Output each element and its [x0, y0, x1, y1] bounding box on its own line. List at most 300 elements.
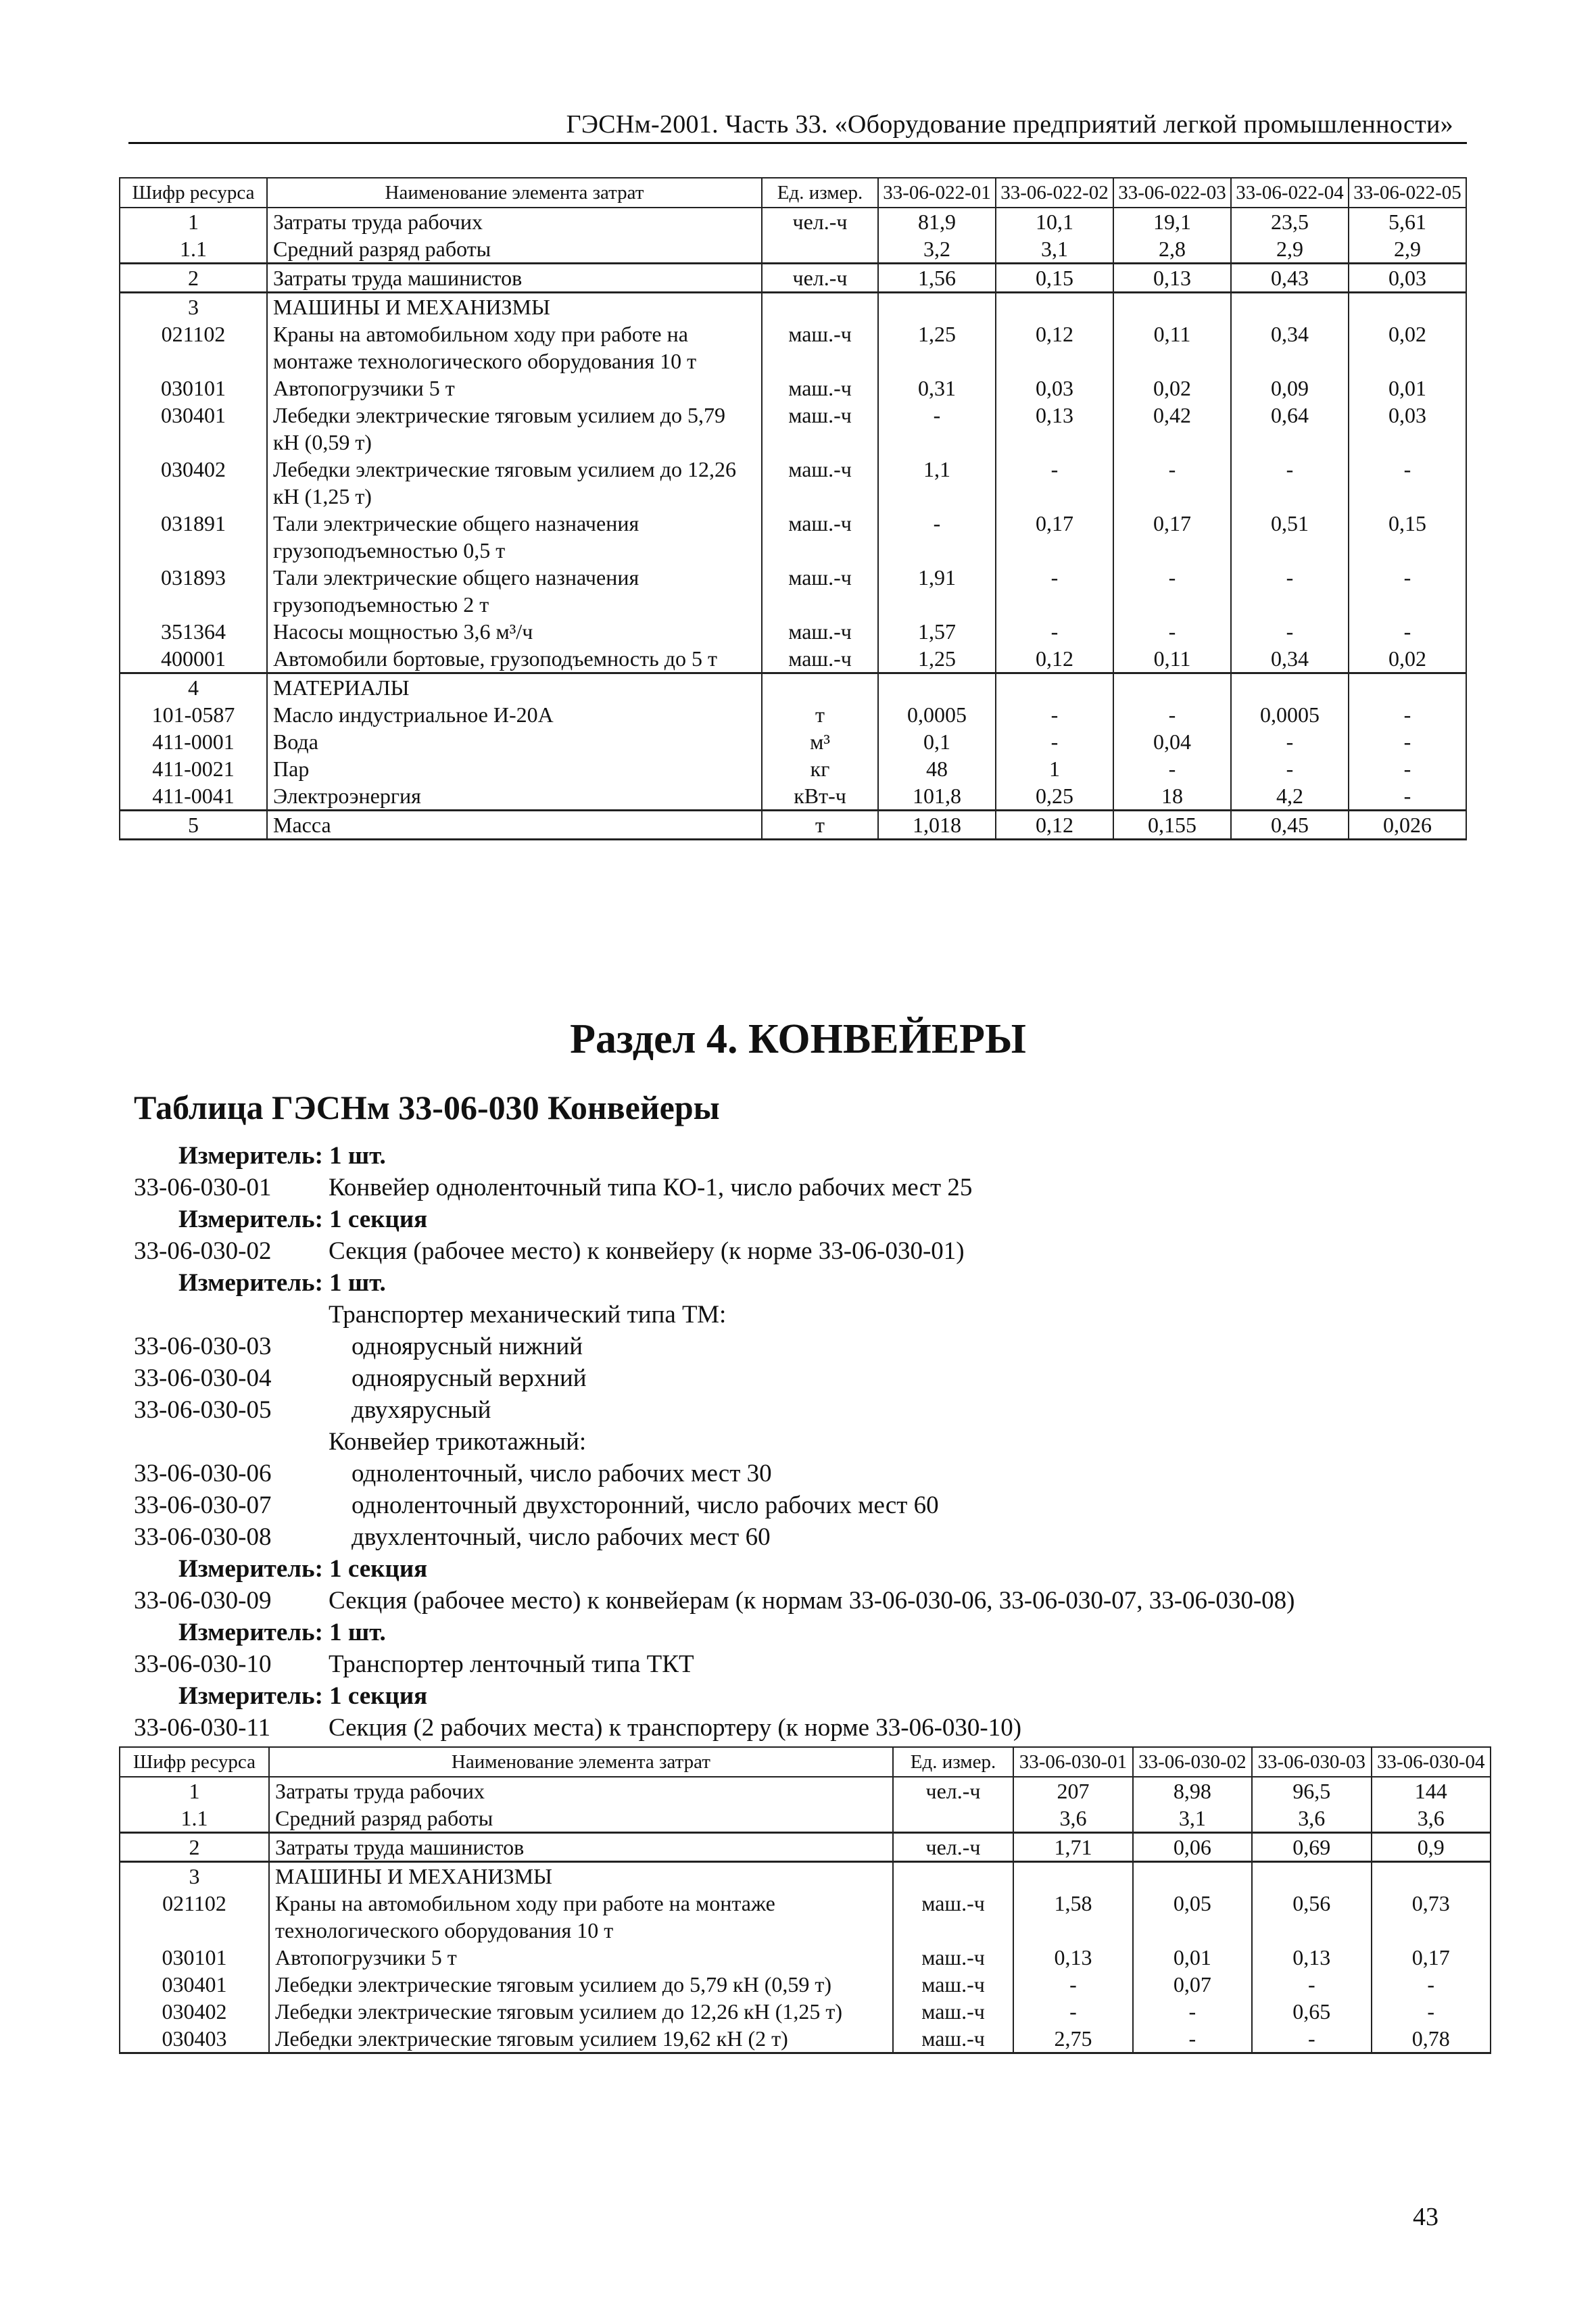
cost-element-name: Тали электрические общего назначения грузоподъемностью 2 т: [267, 564, 762, 618]
norm-value: 0,13: [1252, 1944, 1371, 1971]
norm-value: 0,73: [1372, 1890, 1491, 1944]
table-row: [120, 1862, 1491, 1890]
norm-value: 0,17: [996, 510, 1113, 564]
table-row: [120, 728, 1466, 755]
norm-value: 0,02: [1113, 375, 1231, 402]
norm-value: [1113, 673, 1231, 702]
norm-value: 0,17: [1113, 510, 1231, 564]
table-body: [120, 208, 1466, 840]
norm-value: 23,5: [1231, 208, 1349, 235]
norm-value: -: [1349, 728, 1466, 755]
resource-code: 030101: [120, 1944, 269, 1971]
unit-of-measure: маш.-ч: [762, 402, 878, 456]
norm-value: [1013, 1862, 1132, 1890]
norm-value: -: [996, 564, 1113, 618]
cost-element-name: Затраты труда рабочих: [269, 1777, 893, 1805]
norm-value: [1372, 1862, 1491, 1890]
unit-of-measure: маш.-ч: [762, 618, 878, 645]
group-heading: [134, 1299, 1486, 1331]
resource-code: 030402: [120, 1998, 269, 2025]
table-header-row: [120, 178, 1466, 208]
norm-value: 1,91: [878, 564, 996, 618]
norm-item: [134, 1458, 1486, 1489]
norm-value: 0,31: [878, 375, 996, 402]
norm-item: [134, 1172, 1486, 1203]
norm-value: 3,6: [1013, 1805, 1132, 1833]
norm-value: 0,09: [1231, 375, 1349, 402]
table-row: [120, 235, 1466, 264]
column-header: 33-06-022-03: [1113, 178, 1231, 208]
norm-value: 0,13: [1013, 1944, 1132, 1971]
column-header: Ед. измер.: [893, 1747, 1013, 1777]
norm-value: 0,69: [1252, 1833, 1371, 1862]
column-header: 33-06-030-02: [1133, 1747, 1252, 1777]
norm-value: 1,71: [1013, 1833, 1132, 1862]
norm-value: 48: [878, 755, 996, 782]
norm-code: 33-06-030-11: [134, 1714, 271, 1742]
table-row: [120, 293, 1466, 321]
norm-value: 4,2: [1231, 782, 1349, 811]
cost-element-name: Лебедки электрические тяговым усилием 19,62 кН (2 т): [269, 2025, 893, 2053]
norm-text: Секция (рабочее место) к конвейерам (к нормам 33-06-030-06, 33-06-030-07, 33-06-030-08): [329, 1587, 1295, 1615]
unit-of-measure: м³: [762, 728, 878, 755]
running-header: [128, 107, 1467, 144]
norm-value: -: [878, 510, 996, 564]
resource-code: 351364: [120, 618, 267, 645]
table-row: [120, 264, 1466, 293]
norm-value: 2,75: [1013, 2025, 1132, 2053]
norm-value: -: [1349, 782, 1466, 811]
norm-value: 8,98: [1133, 1777, 1252, 1805]
norm-value: -: [1252, 1971, 1371, 1998]
norm-value: 0,02: [1349, 320, 1466, 375]
unit-of-measure: маш.-ч: [762, 510, 878, 564]
norm-value: 19,1: [1113, 208, 1231, 235]
norm-value: 0,51: [1231, 510, 1349, 564]
resource-code: 400001: [120, 645, 267, 673]
norm-item: [134, 1235, 1486, 1267]
norm-value: 0,34: [1231, 645, 1349, 673]
norm-value: 0,65: [1252, 1998, 1371, 2025]
table-row: [120, 1998, 1491, 2025]
table-row: [120, 1805, 1491, 1833]
norm-value: 1,1: [878, 456, 996, 510]
table-row: [120, 1777, 1491, 1805]
column-header: 33-06-022-01: [878, 178, 996, 208]
table-title: Таблица ГЭСНм 33-06-030 Конвейеры: [134, 1089, 720, 1126]
norm-value: [1349, 673, 1466, 702]
section-title: Раздел 4. КОНВЕЙЕРЫ: [570, 1016, 1026, 1062]
norm-value: 0,12: [996, 811, 1113, 840]
resource-code: 2: [120, 1833, 269, 1862]
running-header-text: ГЭСНм-2001. Часть 33. «Оборудование предприятий легкой промышленности»: [566, 110, 1453, 139]
cost-element-name: Средний разряд работы: [267, 235, 762, 264]
norm-value: 0,34: [1231, 320, 1349, 375]
table-header-row: [120, 1747, 1491, 1777]
table-body: [120, 1777, 1491, 2053]
norm-value: [1231, 293, 1349, 321]
norm-value: -: [1372, 1971, 1491, 1998]
norm-value: 81,9: [878, 208, 996, 235]
norm-value: 0,42: [1113, 402, 1231, 456]
column-header: 33-06-030-01: [1013, 1747, 1132, 1777]
page-number: 43: [1413, 2203, 1438, 2231]
unit-of-measure: [893, 1862, 1013, 1890]
resource-code: 1.1: [120, 235, 267, 264]
norm-code: 33-06-030-09: [134, 1587, 272, 1615]
norm-text: Транспортер ленточный типа ТКТ: [329, 1650, 694, 1678]
norm-value: 1,018: [878, 811, 996, 840]
norm-value: 101,8: [878, 782, 996, 811]
column-header: Наименование элемента затрат: [269, 1747, 893, 1777]
unit-of-measure: чел.-ч: [893, 1833, 1013, 1862]
cost-element-name: Лебедки электрические тяговым усилием до 5,79 кН (0,59 т): [269, 1971, 893, 1998]
norm-code: 33-06-030-07: [134, 1491, 272, 1519]
norm-value: -: [1133, 2025, 1252, 2053]
norm-value: 0,0005: [878, 701, 996, 728]
unit-of-measure: маш.-ч: [762, 375, 878, 402]
resource-code: 5: [120, 811, 267, 840]
resource-code: 411-0001: [120, 728, 267, 755]
unit-of-measure: [762, 293, 878, 321]
cost-element-name: Краны на автомобильном ходу при работе на монтаже технологического оборудования 10 т: [267, 320, 762, 375]
norm-value: -: [996, 728, 1113, 755]
norm-text: двухленточный, число рабочих мест 60: [352, 1523, 771, 1551]
unit-of-measure: [893, 1805, 1013, 1833]
norm-value: [1113, 293, 1231, 321]
group-text: Конвейер трикотажный:: [329, 1428, 587, 1456]
cost-element-name: Масло индустриальное И-20А: [267, 701, 762, 728]
norm-value: 3,6: [1372, 1805, 1491, 1833]
unit-of-measure: т: [762, 701, 878, 728]
norm-text: одноленточный двухсторонний, число рабочих мест 60: [352, 1491, 939, 1519]
norm-text: Конвейер одноленточный типа КО-1, число рабочих мест 25: [329, 1174, 973, 1201]
cost-element-name: Насосы мощностью 3,6 м³/ч: [267, 618, 762, 645]
norm-value: -: [1113, 618, 1231, 645]
measure-label: Измеритель: 1 шт.: [178, 1142, 386, 1170]
norm-value: -: [1349, 456, 1466, 510]
norm-text: Секция (2 рабочих места) к транспортеру (к норме 33-06-030-10): [329, 1714, 1022, 1742]
unit-of-measure: маш.-ч: [762, 320, 878, 375]
table-row: [120, 402, 1466, 456]
norm-value: 0,12: [996, 645, 1113, 673]
resource-code: 3: [120, 293, 267, 321]
norm-item: [134, 1362, 1486, 1394]
unit-of-measure: маш.-ч: [893, 2025, 1013, 2053]
resource-code: 030401: [120, 402, 267, 456]
table-row: [120, 456, 1466, 510]
norm-value: -: [1349, 701, 1466, 728]
measure-label: Измеритель: 1 секция: [178, 1682, 428, 1710]
norm-value: -: [1113, 564, 1231, 618]
norm-text: одноленточный, число рабочих мест 30: [352, 1460, 772, 1487]
cost-element-name: МАШИНЫ И МЕХАНИЗМЫ: [269, 1862, 893, 1890]
table-row: [120, 510, 1466, 564]
cost-element-name: Затраты труда рабочих: [267, 208, 762, 235]
norm-value: [1231, 673, 1349, 702]
norm-code: 33-06-030-04: [134, 1364, 272, 1392]
column-header: 33-06-022-05: [1349, 178, 1466, 208]
norm-value: 0,07: [1133, 1971, 1252, 1998]
norm-value: 10,1: [996, 208, 1113, 235]
resource-code: 411-0021: [120, 755, 267, 782]
norm-value: 0,15: [1349, 510, 1466, 564]
resource-code: 030402: [120, 456, 267, 510]
norm-code: 33-06-030-02: [134, 1237, 272, 1265]
group-heading: [134, 1426, 1486, 1458]
table-row: [120, 673, 1466, 702]
table-row: [120, 618, 1466, 645]
norm-value: 3,2: [878, 235, 996, 264]
unit-of-measure: кВт-ч: [762, 782, 878, 811]
norm-value: [1133, 1862, 1252, 1890]
cost-element-name: Лебедки электрические тяговым усилием до 12,26 кН (1,25 т): [269, 1998, 893, 2025]
table-row: [120, 320, 1466, 375]
column-header: 33-06-030-04: [1372, 1747, 1491, 1777]
resource-code: 101-0587: [120, 701, 267, 728]
resource-code: 031891: [120, 510, 267, 564]
norm-value: [996, 673, 1113, 702]
norm-value: 2,9: [1349, 235, 1466, 264]
table-row: [120, 1833, 1491, 1862]
resource-table-022: [119, 177, 1467, 840]
cost-element-name: Затраты труда машинистов: [269, 1833, 893, 1862]
norm-value: -: [996, 701, 1113, 728]
norm-value: 1,25: [878, 320, 996, 375]
norm-code: 33-06-030-03: [134, 1333, 272, 1360]
norm-value: 0,04: [1113, 728, 1231, 755]
norm-value: [996, 293, 1113, 321]
resource-code: 030401: [120, 1971, 269, 1998]
cost-element-name: Средний разряд работы: [269, 1805, 893, 1833]
norm-value: 5,61: [1349, 208, 1466, 235]
norm-code: 33-06-030-10: [134, 1650, 272, 1678]
resource-code: 021102: [120, 1890, 269, 1944]
norm-value: 0,02: [1349, 645, 1466, 673]
resource-code: 2: [120, 264, 267, 293]
table-row: [120, 701, 1466, 728]
resource-code: 1: [120, 208, 267, 235]
cost-element-name: Лебедки электрические тяговым усилием до 5,79 кН (0,59 т): [267, 402, 762, 456]
cost-element-name: Автопогрузчики 5 т: [269, 1944, 893, 1971]
norm-text: Секция (рабочее место) к конвейеру (к норме 33-06-030-01): [329, 1237, 965, 1265]
norm-value: 1,56: [878, 264, 996, 293]
norm-value: [1252, 1862, 1371, 1890]
norm-value: 0,03: [1349, 402, 1466, 456]
resource-code: 030101: [120, 375, 267, 402]
norm-value: -: [996, 456, 1113, 510]
norm-value: 0,155: [1113, 811, 1231, 840]
cost-element-name: Затраты труда машинистов: [267, 264, 762, 293]
norm-value: 0,43: [1231, 264, 1349, 293]
norm-value: 96,5: [1252, 1777, 1371, 1805]
norm-value: -: [1349, 755, 1466, 782]
norm-value: 3,1: [996, 235, 1113, 264]
column-header: 33-06-022-04: [1231, 178, 1349, 208]
norm-value: 0,11: [1113, 320, 1231, 375]
norm-value: 0,026: [1349, 811, 1466, 840]
table-row: [120, 375, 1466, 402]
unit-of-measure: маш.-ч: [893, 1944, 1013, 1971]
norm-value: 0,25: [996, 782, 1113, 811]
norm-value: [878, 293, 996, 321]
norm-value: 1,57: [878, 618, 996, 645]
table-row: [120, 782, 1466, 811]
group-text: Транспортер механический типа ТМ:: [329, 1301, 727, 1329]
column-header: Шифр ресурса: [120, 178, 267, 208]
norm-item: [134, 1331, 1486, 1362]
norm-value: 0,17: [1372, 1944, 1491, 1971]
norm-value: 0,01: [1133, 1944, 1252, 1971]
norm-value: 0,12: [996, 320, 1113, 375]
unit-of-measure: [762, 673, 878, 702]
norm-value: 18: [1113, 782, 1231, 811]
norm-value: 0,56: [1252, 1890, 1371, 1944]
norm-value: -: [878, 402, 996, 456]
norm-value: 1,58: [1013, 1890, 1132, 1944]
norm-code: 33-06-030-06: [134, 1460, 272, 1487]
cost-element-name: Пар: [267, 755, 762, 782]
norm-value: 3,1: [1133, 1805, 1252, 1833]
norm-text: двухярусный: [352, 1396, 491, 1424]
column-header: 33-06-022-02: [996, 178, 1113, 208]
resource-code: 411-0041: [120, 782, 267, 811]
norm-value: -: [996, 618, 1113, 645]
table-row: [120, 564, 1466, 618]
resource-code: 021102: [120, 320, 267, 375]
norm-value: -: [1349, 564, 1466, 618]
cost-element-name: Краны на автомобильном ходу при работе на монтаже технологического оборудования 10 т: [269, 1890, 893, 1944]
column-header: 33-06-030-03: [1252, 1747, 1371, 1777]
norm-value: 0,03: [1349, 264, 1466, 293]
norm-value: -: [1349, 618, 1466, 645]
norm-value: -: [1252, 2025, 1371, 2053]
unit-of-measure: маш.-ч: [762, 645, 878, 673]
cost-element-name: Лебедки электрические тяговым усилием до 12,26 кН (1,25 т): [267, 456, 762, 510]
table-row: [120, 1890, 1491, 1944]
norm-item: [134, 1394, 1486, 1426]
norm-spec-list: [134, 1140, 1486, 1744]
unit-of-measure: [762, 235, 878, 264]
cost-element-name: Автомобили бортовые, грузоподъемность до 5 т: [267, 645, 762, 673]
norm-value: -: [1113, 701, 1231, 728]
norm-value: 3,6: [1252, 1805, 1371, 1833]
resource-code: 031893: [120, 564, 267, 618]
measure-label: Измеритель: 1 секция: [178, 1555, 428, 1583]
norm-value: 0,9: [1372, 1833, 1491, 1862]
norm-value: -: [1231, 728, 1349, 755]
cost-element-name: Масса: [267, 811, 762, 840]
measure-label: Измеритель: 1 секция: [178, 1206, 428, 1233]
norm-value: -: [1133, 1998, 1252, 2025]
norm-value: -: [1231, 755, 1349, 782]
norm-value: -: [1372, 1998, 1491, 2025]
norm-item: [134, 1585, 1486, 1617]
norm-item: [134, 1489, 1486, 1521]
resource-code: 1: [120, 1777, 269, 1805]
norm-value: -: [1231, 564, 1349, 618]
norm-value: [878, 673, 996, 702]
table-row: [120, 1971, 1491, 1998]
unit-of-measure: чел.-ч: [762, 264, 878, 293]
resource-code: 1.1: [120, 1805, 269, 1833]
cost-element-name: МАШИНЫ И МЕХАНИЗМЫ: [267, 293, 762, 321]
table-row: [120, 755, 1466, 782]
norm-value: [1349, 293, 1466, 321]
unit-of-measure: маш.-ч: [893, 1998, 1013, 2025]
norm-value: -: [1231, 456, 1349, 510]
norm-value: 0,15: [996, 264, 1113, 293]
resource-table-030: [119, 1746, 1491, 2054]
cost-element-name: Автопогрузчики 5 т: [267, 375, 762, 402]
cost-element-name: Тали электрические общего назначения грузоподъемностью 0,5 т: [267, 510, 762, 564]
table-row: [120, 2025, 1491, 2053]
norm-value: 0,05: [1133, 1890, 1252, 1944]
unit-of-measure: кг: [762, 755, 878, 782]
resource-code: 3: [120, 1862, 269, 1890]
norm-value: -: [1013, 1971, 1132, 1998]
norm-value: 0,0005: [1231, 701, 1349, 728]
norm-code: 33-06-030-05: [134, 1396, 272, 1424]
norm-value: 0,13: [1113, 264, 1231, 293]
unit-of-measure: маш.-ч: [893, 1890, 1013, 1944]
norm-item: [134, 1648, 1486, 1680]
norm-value: 1: [996, 755, 1113, 782]
norm-value: -: [1113, 456, 1231, 510]
cost-element-name: Электроэнергия: [267, 782, 762, 811]
norm-text: одноярусный верхний: [352, 1364, 587, 1392]
norm-value: 0,1: [878, 728, 996, 755]
table-row: [120, 811, 1466, 840]
norm-code: 33-06-030-08: [134, 1523, 272, 1551]
resource-code: 030403: [120, 2025, 269, 2053]
norm-value: 207: [1013, 1777, 1132, 1805]
unit-of-measure: маш.-ч: [893, 1971, 1013, 1998]
resource-code: 4: [120, 673, 267, 702]
norm-value: 0,03: [996, 375, 1113, 402]
norm-text: одноярусный нижний: [352, 1333, 583, 1360]
column-header: Наименование элемента затрат: [267, 178, 762, 208]
norm-value: 0,45: [1231, 811, 1349, 840]
norm-value: 0,06: [1133, 1833, 1252, 1862]
norm-value: -: [1013, 1998, 1132, 2025]
unit-of-measure: чел.-ч: [762, 208, 878, 235]
table-row: [120, 645, 1466, 673]
norm-value: 2,8: [1113, 235, 1231, 264]
unit-of-measure: т: [762, 811, 878, 840]
norm-item: [134, 1712, 1486, 1744]
norm-code: 33-06-030-01: [134, 1174, 272, 1201]
measure-label: Измеритель: 1 шт.: [178, 1269, 386, 1297]
norm-value: 0,01: [1349, 375, 1466, 402]
norm-value: -: [1231, 618, 1349, 645]
column-header: Шифр ресурса: [120, 1747, 269, 1777]
norm-value: 0,13: [996, 402, 1113, 456]
table-row: [120, 208, 1466, 235]
cost-element-name: МАТЕРИАЛЫ: [267, 673, 762, 702]
norm-value: 2,9: [1231, 235, 1349, 264]
table-row: [120, 1944, 1491, 1971]
norm-value: 0,78: [1372, 2025, 1491, 2053]
unit-of-measure: маш.-ч: [762, 564, 878, 618]
norm-item: [134, 1521, 1486, 1553]
column-header: Ед. измер.: [762, 178, 878, 208]
cost-element-name: Вода: [267, 728, 762, 755]
norm-value: 1,25: [878, 645, 996, 673]
norm-value: 0,11: [1113, 645, 1231, 673]
measure-label: Измеритель: 1 шт.: [178, 1619, 386, 1646]
norm-value: 144: [1372, 1777, 1491, 1805]
